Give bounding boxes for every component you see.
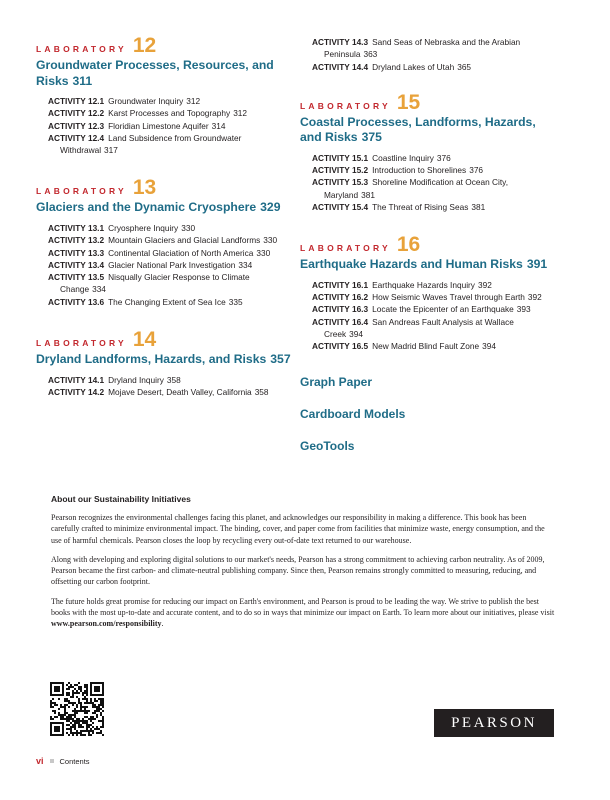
activity-code: ACTIVITY 12.2 — [48, 108, 105, 119]
laboratory-heading — [300, 235, 555, 257]
activity-code: ACTIVITY 15.2 — [312, 165, 369, 176]
activity-page: 376 — [469, 165, 484, 176]
laboratory-label: LABORATORY — [300, 100, 391, 111]
activity-page: 394 — [349, 329, 363, 340]
activity-item[interactable] — [48, 259, 291, 271]
activity-code: ACTIVITY 12.4 — [48, 132, 105, 143]
activity-code: ACTIVITY 14.2 — [48, 386, 105, 397]
pearson-logo: PEARSON — [434, 709, 554, 737]
activity-page: 381 — [471, 202, 486, 213]
laboratory-page: 375 — [361, 130, 382, 145]
activity-page: 317 — [104, 145, 118, 156]
activity-page: 312 — [233, 108, 248, 119]
activity-item[interactable] — [48, 120, 291, 132]
activity-page: 330 — [181, 222, 196, 233]
laboratory-13 — [36, 178, 291, 308]
laboratory-title-text: Coastal Processes, Landforms, Hazards, and Risks — [300, 114, 536, 145]
laboratory-title[interactable] — [36, 58, 291, 89]
activity-title: Shoreline Modification at Ocean City, Maryland — [324, 177, 508, 200]
activity-item[interactable] — [48, 296, 291, 308]
activity-title: Continental Glaciation of North America — [108, 247, 254, 258]
activity-title: Introduction to Shorelines — [372, 165, 467, 176]
activity-item[interactable] — [312, 36, 555, 61]
activity-code: ACTIVITY 14.1 — [48, 374, 105, 385]
activity-code: ACTIVITY 14.4 — [312, 61, 369, 72]
activity-item[interactable] — [312, 152, 555, 164]
activity-title: San Andreas Fault Analysis at Wallace Creek — [324, 316, 514, 340]
appendix-links — [300, 375, 555, 453]
page-number: vi — [36, 756, 44, 766]
activity-title: Dryland Lakes of Utah — [372, 61, 455, 72]
activity-page: 392 — [477, 279, 492, 290]
laboratory-page: 329 — [260, 200, 281, 215]
sustainability-paragraph-3 — [51, 596, 556, 630]
activity-code: ACTIVITY 12.1 — [48, 96, 105, 106]
activity-page: 334 — [92, 284, 106, 295]
laboratory-number: 14 — [132, 328, 157, 352]
activity-item[interactable] — [48, 107, 291, 119]
laboratory-number: 16 — [396, 233, 421, 257]
cardboard-models-link[interactable]: Cardboard Models — [300, 406, 406, 421]
laboratory-16 — [300, 235, 555, 352]
activity-code: ACTIVITY 15.3 — [312, 177, 369, 188]
right-labs — [300, 90, 555, 353]
activity-item[interactable] — [312, 61, 555, 73]
activity-item[interactable] — [312, 340, 555, 352]
activity-title: Floridian Limestone Aquifer — [108, 120, 209, 131]
activity-code: ACTIVITY 16.2 — [312, 292, 369, 303]
activity-item[interactable] — [312, 291, 555, 303]
activity-list — [36, 95, 291, 156]
page-footer — [36, 756, 90, 766]
activity-title: Glacier National Park Investigation — [108, 259, 236, 270]
activity-title: Karst Processes and Topography — [108, 108, 231, 119]
activity-code: ACTIVITY 14.3 — [312, 37, 369, 47]
activity-item[interactable] — [312, 201, 555, 213]
activity-code: ACTIVITY 13.4 — [48, 259, 105, 270]
activity-title: Dryland Inquiry — [108, 374, 164, 385]
laboratory-page: 357 — [270, 352, 291, 367]
activity-title: Coastline Inquiry — [372, 152, 434, 163]
activity-page: 394 — [482, 341, 496, 352]
activity-item[interactable] — [48, 374, 291, 386]
activity-code: ACTIVITY 13.1 — [48, 222, 105, 233]
laboratory-title-text: Dryland Landforms, Hazards, and Risks — [36, 352, 267, 367]
activity-title: Mountain Glaciers and Glacial Landforms — [108, 235, 261, 246]
activity-page: 365 — [457, 61, 472, 72]
responsibility-link[interactable]: www.pearson.com/responsibility — [51, 619, 162, 629]
activity-list — [36, 222, 291, 308]
activity-title: Groundwater Inquiry — [108, 96, 184, 106]
laboratory-page: 391 — [526, 257, 548, 272]
activity-title: Mojave Desert, Death Valley, California — [108, 386, 252, 397]
laboratory-title[interactable] — [36, 352, 291, 368]
graph-paper-link[interactable]: Graph Paper — [300, 374, 373, 389]
geotools-link[interactable]: GeoTools — [300, 438, 355, 453]
activity-title: The Threat of Rising Seas — [372, 202, 469, 213]
activity-item[interactable] — [48, 234, 291, 246]
activity-page: 392 — [527, 292, 542, 303]
toc-left-column — [36, 36, 291, 420]
activity-list — [300, 152, 555, 213]
laboratory-14 — [36, 330, 291, 398]
laboratory-label: LABORATORY — [36, 44, 127, 54]
activity-title: Earthquake Hazards Inquiry — [372, 279, 475, 290]
footer-separator — [50, 759, 54, 763]
activity-page: 334 — [238, 259, 253, 270]
lab-14-continued-activities — [300, 36, 555, 73]
activity-page: 363 — [363, 49, 378, 60]
activity-code: ACTIVITY 15.1 — [312, 152, 369, 163]
sustainability-section — [51, 494, 556, 638]
activity-page: 314 — [211, 120, 226, 131]
laboratory-title-text: Earthquake Hazards and Human Risks — [300, 257, 523, 272]
activity-item[interactable] — [312, 279, 555, 291]
activity-item[interactable] — [48, 132, 291, 157]
laboratory-number: 13 — [132, 176, 157, 200]
laboratory-number: 15 — [396, 90, 421, 114]
activity-item[interactable] — [48, 247, 291, 259]
activity-page: 376 — [436, 152, 451, 163]
laboratory-title-text: Glaciers and the Dynamic Cryosphere — [36, 200, 257, 215]
activity-title: How Seismic Waves Travel through Earth — [372, 292, 525, 303]
laboratory-title[interactable] — [300, 257, 555, 273]
activity-code: ACTIVITY 16.5 — [312, 341, 369, 352]
activity-code: ACTIVITY 16.3 — [312, 304, 369, 315]
activity-page: 358 — [254, 386, 269, 397]
activity-item[interactable] — [48, 386, 291, 398]
activity-item[interactable] — [312, 316, 555, 341]
activity-page: 312 — [186, 96, 201, 106]
activity-code: ACTIVITY 12.3 — [48, 120, 105, 131]
activity-title: New Madrid Blind Fault Zone — [372, 341, 480, 352]
laboratory-heading — [300, 90, 555, 115]
activity-item[interactable] — [312, 303, 555, 315]
activity-code: ACTIVITY 13.3 — [48, 247, 105, 258]
activity-item[interactable] — [312, 164, 555, 176]
laboratory-number: 12 — [132, 34, 157, 57]
activity-page: 330 — [263, 235, 278, 246]
laboratory-heading — [36, 330, 291, 352]
sustainability-paragraph-2: Along with developing and exploring digital solutions to our market's needs, Pearson has a strong commitment to achieving carbon neutrality. As of 2009, Pearson became the first carbon- and climate-neutral publishing company. Since then, Pearson remains strongly committed to measuring, reducing, and offsetting our carbon footprint. — [51, 554, 545, 587]
activity-title: Land Subsidence from Groundwater Withdrawal — [60, 132, 242, 156]
activity-code: ACTIVITY 13.5 — [48, 272, 105, 283]
activity-list — [300, 279, 555, 353]
activity-item[interactable] — [312, 176, 555, 201]
laboratory-12 — [36, 36, 291, 156]
activity-page: 358 — [166, 374, 181, 385]
activity-title: The Changing Extent of Sea Ice — [108, 296, 226, 307]
activity-page: 335 — [228, 296, 243, 307]
laboratory-page: 311 — [72, 73, 93, 88]
activity-code: ACTIVITY 16.1 — [312, 279, 369, 290]
activity-code: ACTIVITY 15.4 — [312, 202, 369, 213]
laboratory-heading — [36, 36, 291, 58]
activity-page: 393 — [516, 304, 531, 315]
activity-title: Cryosphere Inquiry — [108, 222, 179, 233]
laboratory-label: LABORATORY — [36, 338, 127, 349]
sustainability-title: About our Sustainability Initiatives — [51, 494, 191, 504]
laboratory-title[interactable] — [36, 200, 291, 216]
activity-page: 330 — [256, 247, 271, 258]
activity-page: 381 — [361, 189, 375, 200]
activity-item[interactable] — [48, 271, 291, 296]
sustainability-paragraph-1: Pearson recognizes the environmental challenges facing this planet, and acknowledges our responsibility in making a difference. This book has been carefully crafted to minimize environmental impact. The binding, cover, and paper come from facilities that minimize waste, energy consumption, and the use of harmful chemicals. Pearson closes the loop by recycling every out-of-date text returned to our warehouse. — [51, 513, 545, 545]
activity-title: Locate the Epicenter of an Earthquake — [372, 304, 514, 315]
toc-right-column — [300, 36, 555, 453]
laboratory-heading — [36, 178, 291, 200]
activity-code: ACTIVITY 13.2 — [48, 235, 105, 246]
activity-title: Nisqually Glacier Response to Climate Change — [60, 272, 250, 295]
qr-code-icon[interactable] — [50, 682, 104, 736]
laboratory-title-text: Groundwater Processes, Resources, and Risks — [36, 58, 274, 88]
activity-code: ACTIVITY 13.6 — [48, 296, 105, 307]
activity-code: ACTIVITY 16.4 — [312, 316, 369, 327]
paragraph-3-end: . — [161, 619, 164, 629]
laboratory-label: LABORATORY — [36, 186, 127, 197]
activity-title: Sand Seas of Nebraska and the Arabian Peninsula — [324, 37, 521, 60]
laboratory-15 — [300, 90, 555, 213]
laboratory-label: LABORATORY — [300, 243, 391, 254]
laboratory-title[interactable] — [300, 115, 555, 146]
paragraph-3-text: The future holds great promise for reducing our impact on Earth's environment, and Pearson is proud to be leading the way. We strive to publish the best books with the most up-to-date and accurate content, and to do so in ways that minimize our impact on Earth. To learn more about our initiatives, please visit — [51, 596, 555, 618]
activity-item[interactable] — [48, 222, 291, 234]
activity-item[interactable] — [48, 95, 291, 107]
activity-list — [36, 374, 291, 399]
footer-section: Contents — [59, 756, 90, 766]
